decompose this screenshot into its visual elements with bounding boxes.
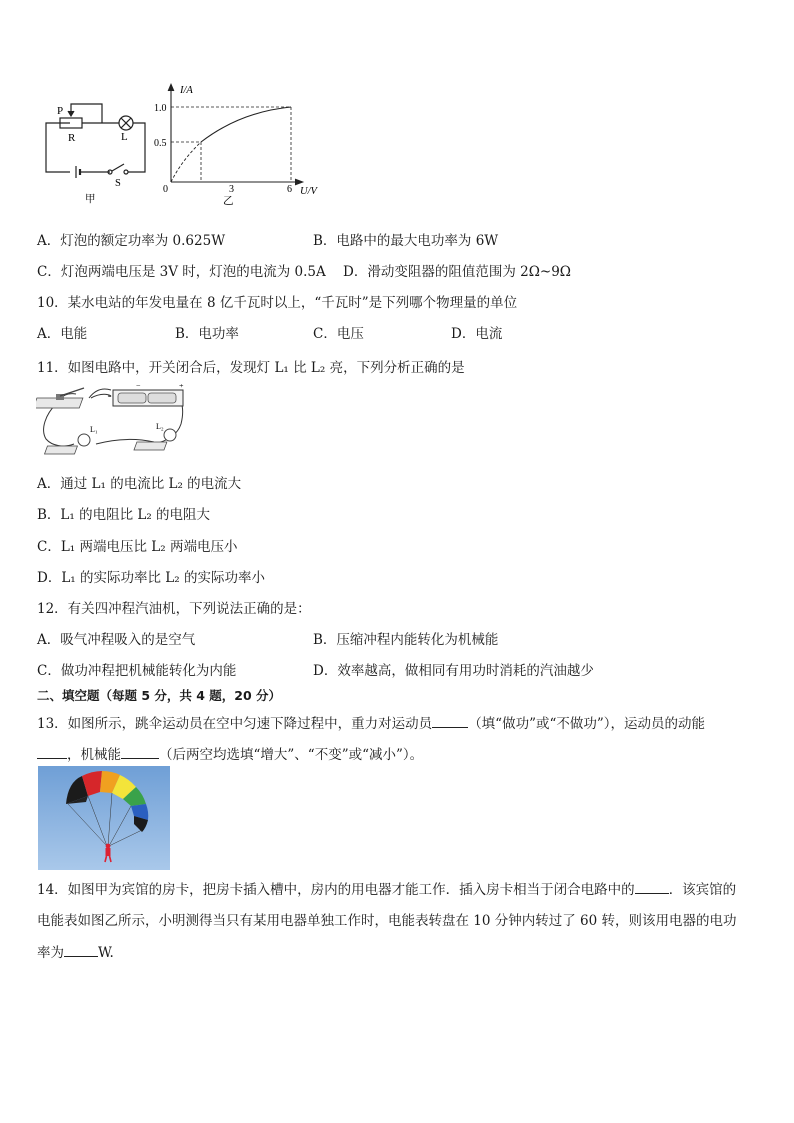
q13-blank-3[interactable] bbox=[121, 744, 159, 759]
q13-text-1a: 13．如图所示，跳伞运动员在空中匀速下降过程中，重力对运动员 bbox=[37, 716, 433, 732]
q9-option-b: B．电路中的最大电功率为 6W bbox=[313, 233, 499, 249]
lamp-l2-base-icon bbox=[134, 442, 167, 450]
label-l2: L₂ bbox=[156, 422, 164, 431]
lamp-l2-bulb-icon bbox=[164, 429, 176, 441]
q13-blank-2[interactable] bbox=[37, 744, 67, 759]
q10-stem: 10．某水电站的年发电量在 8 亿千瓦时以上，“千瓦时”是下列哪个物理量的单位 bbox=[37, 295, 518, 311]
q14-text-1b: ．该宾馆的 bbox=[668, 882, 737, 898]
q10-option-b: B．电功率 bbox=[175, 326, 239, 342]
q10-option-c: C．电压 bbox=[313, 326, 364, 342]
q14-line-3 bbox=[37, 941, 114, 961]
q11-option-b: B．L₁ 的电阻比 L₂ 的电阻大 bbox=[37, 507, 211, 523]
q14-text-3b: W. bbox=[98, 945, 114, 961]
battery-minus-label: − bbox=[136, 384, 141, 390]
q11-option-c: C．L₁ 两端电压比 L₂ 两端电压小 bbox=[37, 539, 238, 555]
q12-option-d: D．效率越高，做相同有用功时消耗的汽油越少 bbox=[313, 663, 594, 679]
label-l1: L₁ bbox=[90, 425, 98, 434]
q13-line-2 bbox=[37, 743, 423, 763]
q12-stem: 12．有关四冲程汽油机，下列说法正确的是： bbox=[37, 601, 311, 617]
q10-option-a: A．电能 bbox=[37, 326, 88, 342]
q11-circuit-figure bbox=[36, 384, 186, 460]
q13-text-2a: ，机械能 bbox=[67, 747, 121, 763]
battery-plus-label: + bbox=[179, 384, 184, 390]
q14-line-2: 电能表如图乙所示，小明测得当只有某用电器单独工作时，电能表转盘在 10 分钟内转过了 60 转，则该用电器的电功 bbox=[37, 913, 737, 929]
q13-text-1b: （填“做功”或“不做功”），运动员的动能 bbox=[468, 716, 706, 732]
lamp-l1-bulb-icon bbox=[78, 434, 90, 446]
q9-figure bbox=[30, 80, 340, 210]
tick-y-1.0: 1.0 bbox=[154, 103, 167, 114]
q13-blank-1[interactable] bbox=[432, 713, 468, 728]
q11-option-d: D．L₁ 的实际功率比 L₂ 的实际功率小 bbox=[37, 570, 265, 586]
q11-option-a: A．通过 L₁ 的电流比 L₂ 的电流大 bbox=[37, 476, 242, 492]
tick-y-0.5: 0.5 bbox=[154, 138, 167, 149]
tick-x-6: 6 bbox=[287, 184, 292, 195]
q14-line-1 bbox=[37, 878, 736, 898]
label-s: S bbox=[115, 178, 121, 189]
label-r: R bbox=[68, 132, 76, 144]
iu-graph-yi bbox=[168, 84, 303, 185]
q11-stem: 11．如图电路中，开关闭合后，发现灯 L₁ 比 L₂ 亮，下列分析正确的是 bbox=[37, 360, 465, 376]
q12-option-a: A．吸气冲程吸入的是空气 bbox=[37, 632, 196, 648]
q13-text-2b: （后两空均选填“增大”、“不变”或“减小”）。 bbox=[159, 747, 424, 763]
q14-blank-1[interactable] bbox=[635, 879, 669, 894]
lamp-l1-base-icon bbox=[45, 446, 78, 454]
q13-line-1 bbox=[37, 712, 705, 732]
caption-yi: 乙 bbox=[223, 196, 234, 207]
q9-option-d: D．滑动变阻器的阻值范围为 2Ω~9Ω bbox=[343, 264, 571, 280]
tick-x-3: 3 bbox=[229, 184, 234, 195]
q14-text-1a: 14．如图甲为宾馆的房卡，把房卡插入槽中，房内的用电器才能工作．插入房卡相当于闭合电路中的 bbox=[37, 882, 635, 898]
q10-option-d: D．电流 bbox=[451, 326, 503, 342]
q9-option-a: A．灯泡的额定功率为 0.625W bbox=[37, 233, 226, 249]
label-p: P bbox=[57, 105, 64, 117]
caption-jia: 甲 bbox=[85, 194, 96, 205]
axis-y-label: I/A bbox=[180, 85, 193, 96]
q14-blank-2[interactable] bbox=[64, 942, 98, 957]
axis-x-label: U/V bbox=[300, 186, 317, 197]
parachute-photo bbox=[38, 766, 170, 870]
q14-text-3a: 率为 bbox=[37, 945, 64, 961]
q9-option-c: C．灯泡两端电压是 3V 时，灯泡的电流为 0.5A bbox=[37, 264, 326, 280]
section-2-title: 二、填空题（每题 5 分，共 4 题，20 分） bbox=[37, 688, 282, 703]
tick-origin: 0 bbox=[163, 184, 168, 195]
q12-option-c: C．做功冲程把机械能转化为内能 bbox=[37, 663, 237, 679]
label-l: L bbox=[121, 131, 128, 143]
q12-option-b: B．压缩冲程内能转化为机械能 bbox=[313, 632, 499, 648]
